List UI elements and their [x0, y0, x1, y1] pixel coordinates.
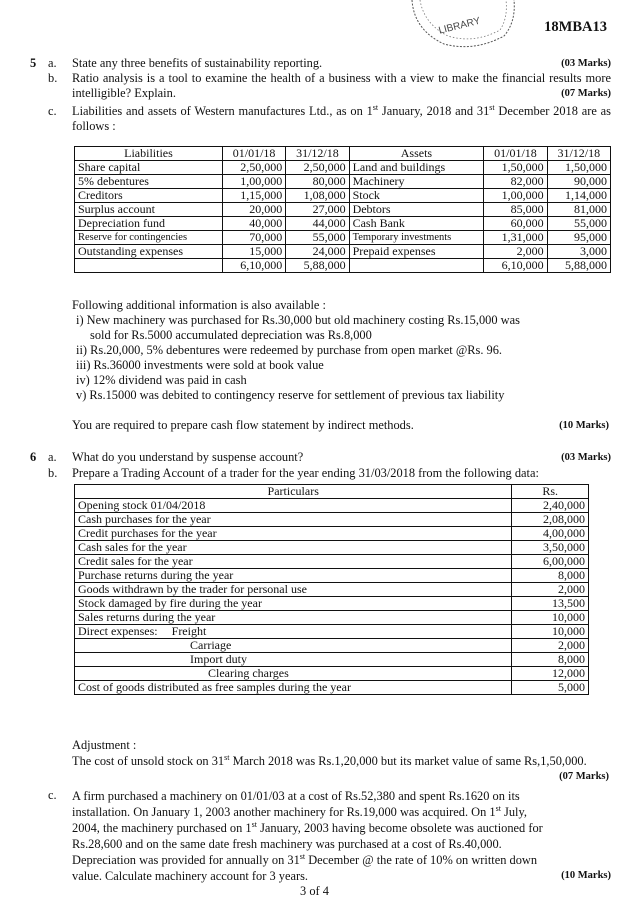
table-cell: 2,40,000: [512, 499, 589, 513]
table-cell: 2,08,000: [512, 513, 589, 527]
table-cell: Credit sales for the year: [75, 555, 512, 569]
column-header: 01/01/18: [484, 147, 547, 161]
table-cell: 2,000: [484, 245, 547, 259]
table-cell: Stock: [349, 189, 484, 203]
table-cell: 6,10,000: [484, 259, 547, 273]
table-cell: Prepaid expenses: [349, 245, 484, 259]
table-row: [75, 527, 589, 541]
adjustment-text: [72, 754, 609, 784]
table-cell: Credit purchases for the year: [75, 527, 512, 541]
table-cell: 40,000: [222, 217, 285, 231]
q6c-line: December @ the rate of 10% on written down: [305, 853, 538, 867]
table-cell: 55,000: [547, 217, 610, 231]
table-cell: 2,50,000: [222, 161, 285, 175]
table-cell: 8,000: [512, 653, 589, 667]
q5a-letter: a.: [48, 56, 57, 70]
table-row: [75, 541, 589, 555]
table-cell: 13,500: [512, 597, 589, 611]
table-cell: 60,000: [484, 217, 547, 231]
column-header: 31/12/18: [547, 147, 610, 161]
q6c-line: Rs.28,600 and on the same date fresh machinery was purchased at a cost of Rs.40,000.: [72, 837, 502, 851]
adjustment-label: Adjustment :: [72, 738, 137, 752]
table-cell: 1,15,000: [222, 189, 285, 203]
info-item: iv) 12% dividend was paid in cash: [76, 373, 247, 387]
table-cell: 44,000: [286, 217, 349, 231]
info-item: v) Rs.15000 was debited to contingency reserve for settlement of previous tax liability: [76, 388, 505, 402]
column-header: Liabilities: [75, 147, 223, 161]
table-cell: Sales returns during the year: [75, 611, 512, 625]
table-cell: Cash Bank: [349, 217, 484, 231]
q5a-text: State any three benefits of sustainability reporting.: [72, 56, 323, 70]
table-row: [75, 175, 611, 189]
table-row: [75, 681, 589, 695]
library-stamp: [404, 0, 516, 52]
info-item: sold for Rs.5000 accumulated depreciation was Rs.8,000: [90, 328, 372, 342]
q6c-marks: (10 Marks): [561, 870, 611, 881]
table-cell: 1,14,000: [547, 189, 610, 203]
table-cell: 15,000: [222, 245, 285, 259]
trading-data-table: [74, 484, 589, 695]
table-cell: 70,000: [222, 231, 285, 245]
table-row: [75, 639, 589, 653]
table-cell: Outstanding expenses: [75, 245, 223, 259]
table-row: [75, 611, 589, 625]
table-cell: 10,000: [512, 611, 589, 625]
table-row: [75, 203, 611, 217]
table-row: [75, 189, 611, 203]
table-cell: 20,000: [222, 203, 285, 217]
q5b-marks: (07 Marks): [561, 88, 611, 99]
table-cell: [75, 653, 512, 667]
q6a-text: What do you understand by suspense account?: [72, 450, 304, 464]
table-cell: 81,000: [547, 203, 610, 217]
column-header: 01/01/18: [222, 147, 285, 161]
table-cell: 1,50,000: [547, 161, 610, 175]
q6c-line: January, 2003 having become obsolete was auctioned for: [256, 821, 543, 835]
q5b-letter: b.: [48, 71, 58, 85]
table-cell: 24,000: [286, 245, 349, 259]
table-cell: 6,00,000: [512, 555, 589, 569]
table-row: [75, 231, 611, 245]
table-row: [75, 597, 589, 611]
adj-2: March 2018 was Rs.1,20,000 but its market value of same Rs,1,50,000.: [229, 754, 587, 768]
direct-expense-item: Freight: [171, 624, 207, 638]
table-cell: Depreciation fund: [75, 217, 223, 231]
table-cell: 3,50,000: [512, 541, 589, 555]
table-cell: 2,000: [512, 583, 589, 597]
q6a-marks: (03 Marks): [561, 452, 611, 463]
column-header: Rs.: [512, 485, 589, 499]
table-cell: 27,000: [286, 203, 349, 217]
table-cell: Stock damaged by fire during the year: [75, 597, 512, 611]
table-cell: 5% debentures: [75, 175, 223, 189]
stamp-text: LIBRARY: [437, 15, 482, 37]
table-row: [75, 161, 611, 175]
table-cell: Land and buildings: [349, 161, 484, 175]
q5a-marks: (03 Marks): [561, 58, 611, 69]
sup: st: [224, 752, 230, 762]
table-cell: Purchase returns during the year: [75, 569, 512, 583]
column-header: Assets: [349, 147, 484, 161]
table-cell: [75, 667, 512, 681]
table-cell: 1,00,000: [222, 175, 285, 189]
table-cell: 90,000: [547, 175, 610, 189]
table-cell: Cash sales for the year: [75, 541, 512, 555]
q5c-intro-1: Liabilities and assets of Western manufactures Ltd., as on 1: [72, 104, 373, 118]
sup: st: [299, 851, 306, 861]
adj-1: The cost of unsold stock on 31: [72, 754, 225, 768]
q6a-letter: a.: [48, 450, 57, 464]
table-cell: 6,10,000: [222, 259, 285, 273]
table-cell: 80,000: [286, 175, 349, 189]
column-header: 31/12/18: [286, 147, 349, 161]
q6c-line: Depreciation was provided for annually on 31: [72, 853, 300, 867]
table-row: [75, 499, 589, 513]
q6c-line: value. Calculate machinery account for 3 years.: [72, 869, 309, 883]
q5c-intro-3: December 2018 are as follows :: [72, 104, 611, 133]
table-row: [75, 513, 589, 527]
q6-number: 6: [30, 450, 37, 464]
q6c-line: A firm purchased a machinery on 01/01/03 at a cost of Rs.52,380 and spent Rs.1620 on its: [72, 789, 520, 803]
table-row: [75, 667, 589, 681]
table-cell: Opening stock 01/04/2018: [75, 499, 512, 513]
table-cell: 55,000: [286, 231, 349, 245]
q6c-line: installation. On January 1, 2003 another machinery for Rs.19,000 was acquired. On 1: [72, 805, 496, 819]
q6c-letter: c.: [48, 788, 57, 802]
balance-sheet-table: [74, 146, 611, 273]
sup: st: [495, 803, 501, 813]
table-row: [75, 653, 589, 667]
table-cell: Machinery: [349, 175, 484, 189]
q5b-text: Ratio analysis is a tool to examine the health of a business with a view to make the financial results more intelligible? Explain.: [72, 71, 611, 100]
table-row: [75, 217, 611, 231]
info-item: ii) Rs.20,000, 5% debentures were redeemed by purchase from open market @Rs. 96.: [76, 343, 503, 357]
table-cell: [75, 639, 512, 653]
page-number: 3 of 4: [300, 884, 329, 898]
table-cell: Debtors: [349, 203, 484, 217]
additional-info-list: [72, 313, 609, 403]
q5c-intro-2: January, 2018 and 31: [378, 104, 490, 118]
table-row: [75, 583, 589, 597]
q5c-intro: [72, 104, 611, 134]
q5c-marks: (10 Marks): [559, 420, 609, 431]
info-item: i) New machinery was purchased for Rs.30,000 but old machinery costing Rs.15,000 was: [76, 313, 520, 327]
table-cell: Temporary investments: [349, 231, 484, 245]
table-cell: [75, 625, 512, 639]
sup: st: [251, 819, 257, 829]
table-cell: [349, 259, 484, 273]
paper-code: 18MBA13: [544, 19, 607, 35]
table-cell: Surplus account: [75, 203, 223, 217]
q5c-closing-text: You are required to prepare cash flow statement by indirect methods.: [72, 418, 414, 432]
q6c-text: [72, 788, 611, 884]
table-cell: 5,000: [512, 681, 589, 695]
table-cell: 85,000: [484, 203, 547, 217]
sup: st: [489, 102, 495, 112]
q6b-letter: b.: [48, 466, 58, 480]
direct-expense-item: Carriage: [190, 638, 232, 652]
table-cell: Reserve for contingencies: [75, 231, 223, 245]
table-cell: 4,00,000: [512, 527, 589, 541]
q6b-marks: (07 Marks): [559, 771, 609, 782]
q5c-closing: [72, 418, 609, 433]
table-cell: 12,000: [512, 667, 589, 681]
q6c-line: 2004, the machinery purchased on 1: [72, 821, 252, 835]
direct-expense-item: Clearing charges: [208, 666, 289, 680]
q6c-line: July,: [500, 805, 527, 819]
table-row: [75, 555, 589, 569]
info-item: iii) Rs.36000 investments were sold at book value: [76, 358, 324, 372]
table-cell: Cash purchases for the year: [75, 513, 512, 527]
table-cell: 3,000: [547, 245, 610, 259]
table-cell: [75, 259, 223, 273]
direct-expenses-label: Direct expenses:: [78, 624, 158, 638]
table-cell: 1,31,000: [484, 231, 547, 245]
table-row: [75, 259, 611, 273]
table-row: [75, 569, 589, 583]
table-cell: Creditors: [75, 189, 223, 203]
table-cell: Goods withdrawn by the trader for personal use: [75, 583, 512, 597]
table-cell: Cost of goods distributed as free samples during the year: [75, 681, 512, 695]
table-cell: 82,000: [484, 175, 547, 189]
sup: st: [372, 102, 379, 112]
q5-number: 5: [30, 56, 37, 70]
table-cell: 1,50,000: [484, 161, 547, 175]
table-row: [75, 245, 611, 259]
column-header: Particulars: [75, 485, 512, 499]
q6b-text: Prepare a Trading Account of a trader for the year ending 31/03/2018 from the following data:: [72, 466, 539, 480]
direct-expense-item: Import duty: [190, 652, 247, 666]
table-cell: 5,88,000: [547, 259, 610, 273]
table-cell: 8,000: [512, 569, 589, 583]
additional-info-intro: Following additional information is also available :: [72, 298, 326, 312]
table-cell: 2,000: [512, 639, 589, 653]
table-cell: 2,50,000: [286, 161, 349, 175]
table-cell: 95,000: [547, 231, 610, 245]
q5c-letter: c.: [48, 104, 57, 118]
table-cell: 1,00,000: [484, 189, 547, 203]
table-cell: Share capital: [75, 161, 223, 175]
table-cell: 1,08,000: [286, 189, 349, 203]
table-row: [75, 625, 589, 639]
table-cell: 5,88,000: [286, 259, 349, 273]
table-cell: 10,000: [512, 625, 589, 639]
